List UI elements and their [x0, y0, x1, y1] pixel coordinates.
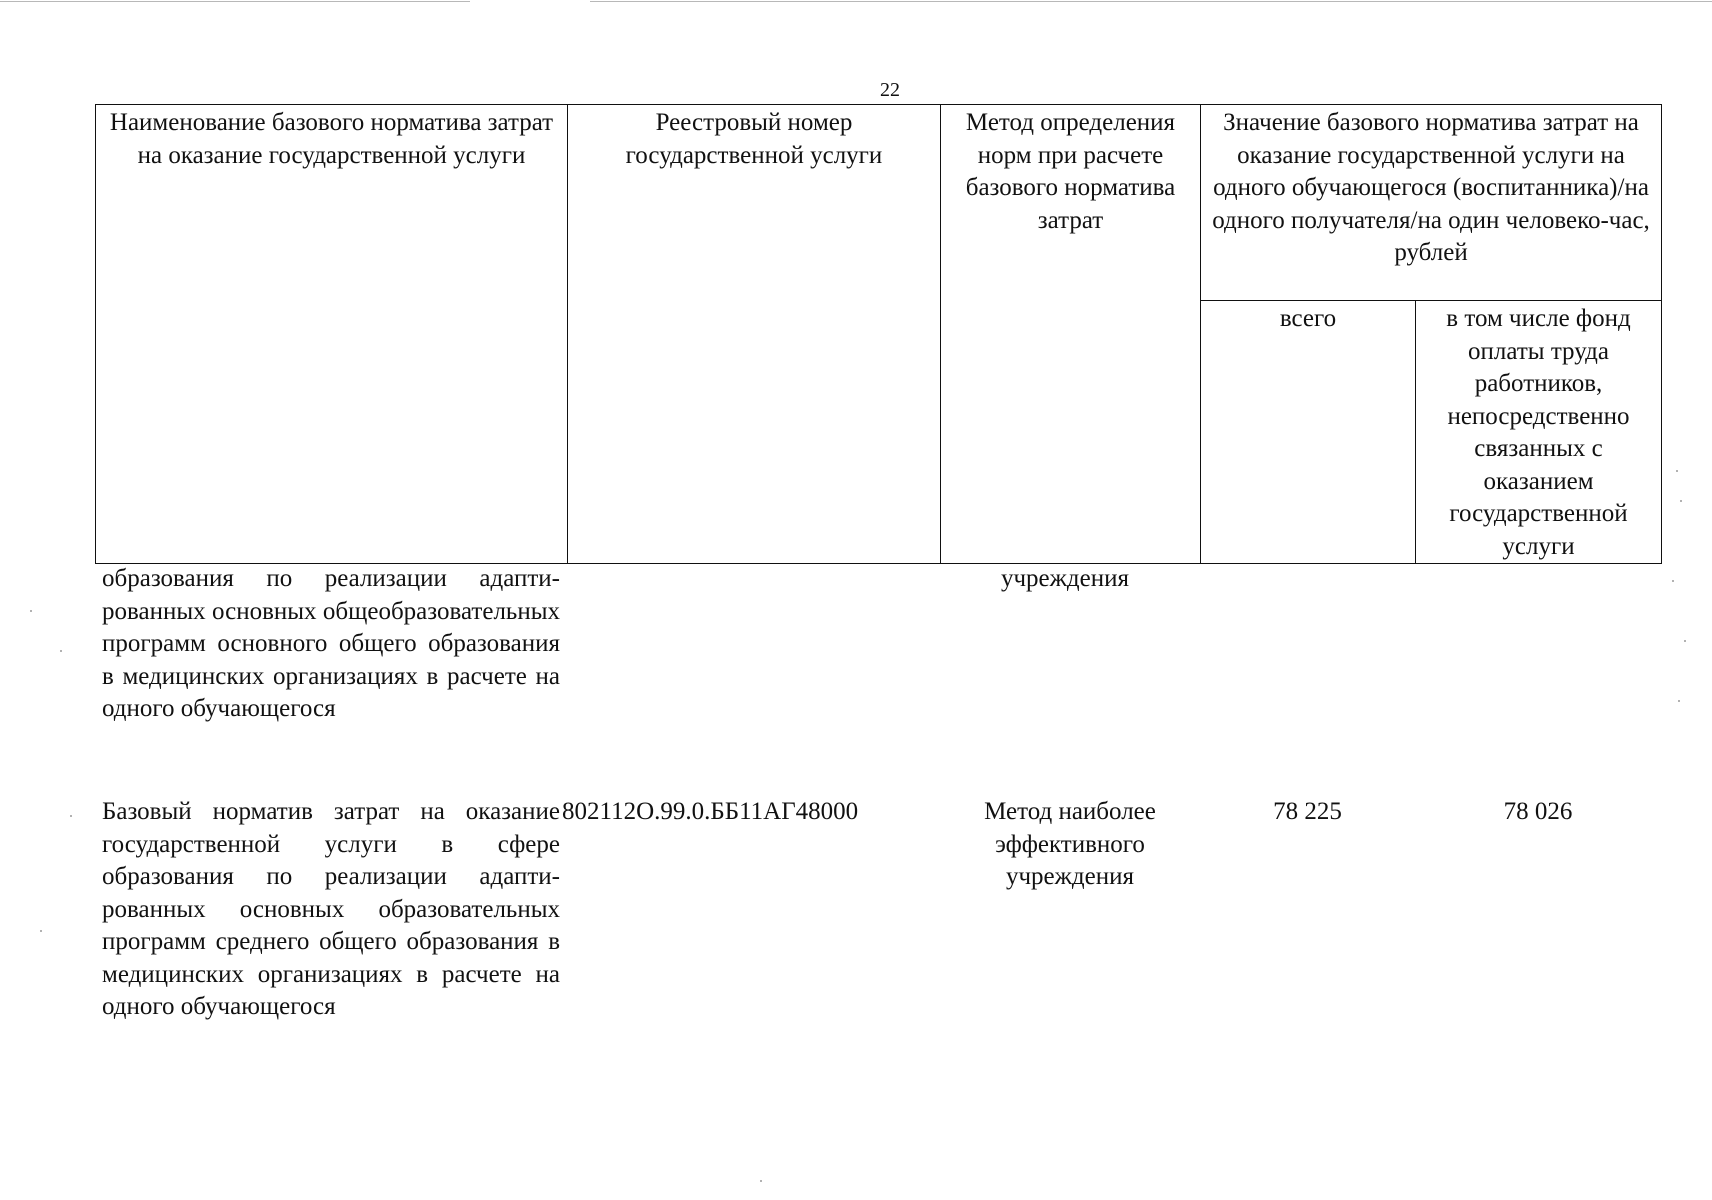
header-registry-column: Реестровый номер государственной услуги: [568, 105, 941, 564]
row-1-method: учреждения: [1000, 565, 1129, 592]
row-2-name: Базовый норматив затрат на оказание государственной услуги в сфере образования по реализации адаптированных основных образовательных программ среднего общего образования в медицинских организациях в расчете на одного обучающегося: [102, 798, 560, 1020]
row-1-name: образования по реализации адаптированных основных общеобразовательных программ основного общего образования в медицинских организациях в расчете на одного обучающегося: [102, 565, 560, 722]
scan-speck: [70, 815, 72, 817]
scan-speck: [40, 930, 42, 932]
row-2-method: Метод наиболее эффективного учреждения: [984, 798, 1156, 890]
page-number: 22: [880, 79, 900, 101]
header-total-column: всего: [1201, 301, 1416, 564]
scan-speck: [760, 1180, 762, 1182]
scan-edge-line: [590, 1, 1712, 2]
scan-speck: [1680, 500, 1682, 502]
scan-edge-line: [0, 1, 470, 2]
scan-speck: [1678, 700, 1680, 702]
header-name-column: Наименование базового норматива затрат на оказание государственной услуги: [96, 105, 568, 564]
header-payroll-column: в том числе фонд оплаты труда работников, непосредственно связанных с оказанием государственной услуги: [1416, 301, 1662, 564]
header-table: [95, 104, 1662, 564]
scan-speck: [1684, 640, 1686, 642]
scan-speck: [1676, 470, 1678, 472]
row-2-payroll: 78 026: [1503, 798, 1573, 825]
header-value-column: Значение базового норматива затрат на оказание государственной услуги на одного обучающегося (воспитанника)/на одного получателя/на один человеко-час, рублей: [1201, 105, 1662, 301]
scan-speck: [60, 650, 62, 652]
scan-speck: [30, 610, 32, 612]
row-2-total: 78 225: [1273, 798, 1342, 825]
row-2-registry: 802112О.99.0.ББ11АГ48000: [562, 798, 859, 825]
scan-speck: [1672, 580, 1674, 582]
header-method-column: Метод определения норм при расчете базового норматива затрат: [941, 105, 1201, 564]
